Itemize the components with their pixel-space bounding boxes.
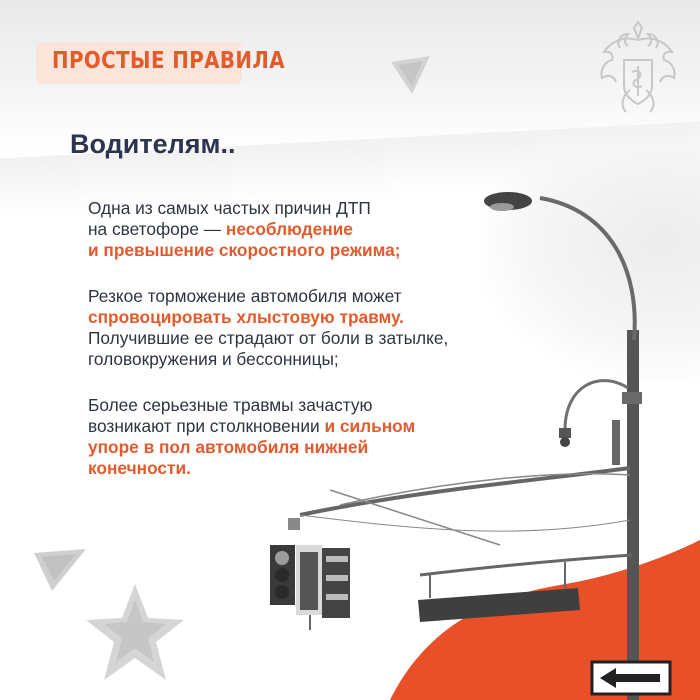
double-headed-eagle-emblem-icon [590, 18, 686, 118]
traffic-light-icon [270, 545, 350, 618]
badge-text: ПРОСТЫЕ ПРАВИЛА [52, 48, 285, 74]
text-line: Одна из самых частых причин ДТП [88, 198, 371, 218]
text-line: Более серьезные травмы зачастую [88, 395, 373, 415]
text-line: конечности. [88, 458, 191, 478]
text-line: головокружения и бессонницы; [88, 349, 339, 369]
text-line: Резкое торможение автомобиля может [88, 286, 402, 306]
paragraph-serious-injuries [88, 395, 528, 479]
body-text [88, 198, 528, 504]
page-title: Водителям.. [70, 129, 236, 159]
text-line: спровоцировать хлыстовую травму. [88, 307, 404, 327]
text-line: и превышение скоростного режима; [88, 240, 401, 260]
paragraph-whiplash [88, 286, 528, 370]
one-way-arrow-sign-icon [592, 662, 670, 694]
text-line: на светофоре — несоблюдение [88, 219, 353, 239]
text-line: Получившие ее страдают от боли в затылке, [88, 328, 449, 348]
paragraph-red-light-causes [88, 198, 528, 261]
text-line: упоре в пол автомобиля нижней [88, 437, 369, 457]
text-line: возникают при столкновении и сильном [88, 416, 416, 436]
